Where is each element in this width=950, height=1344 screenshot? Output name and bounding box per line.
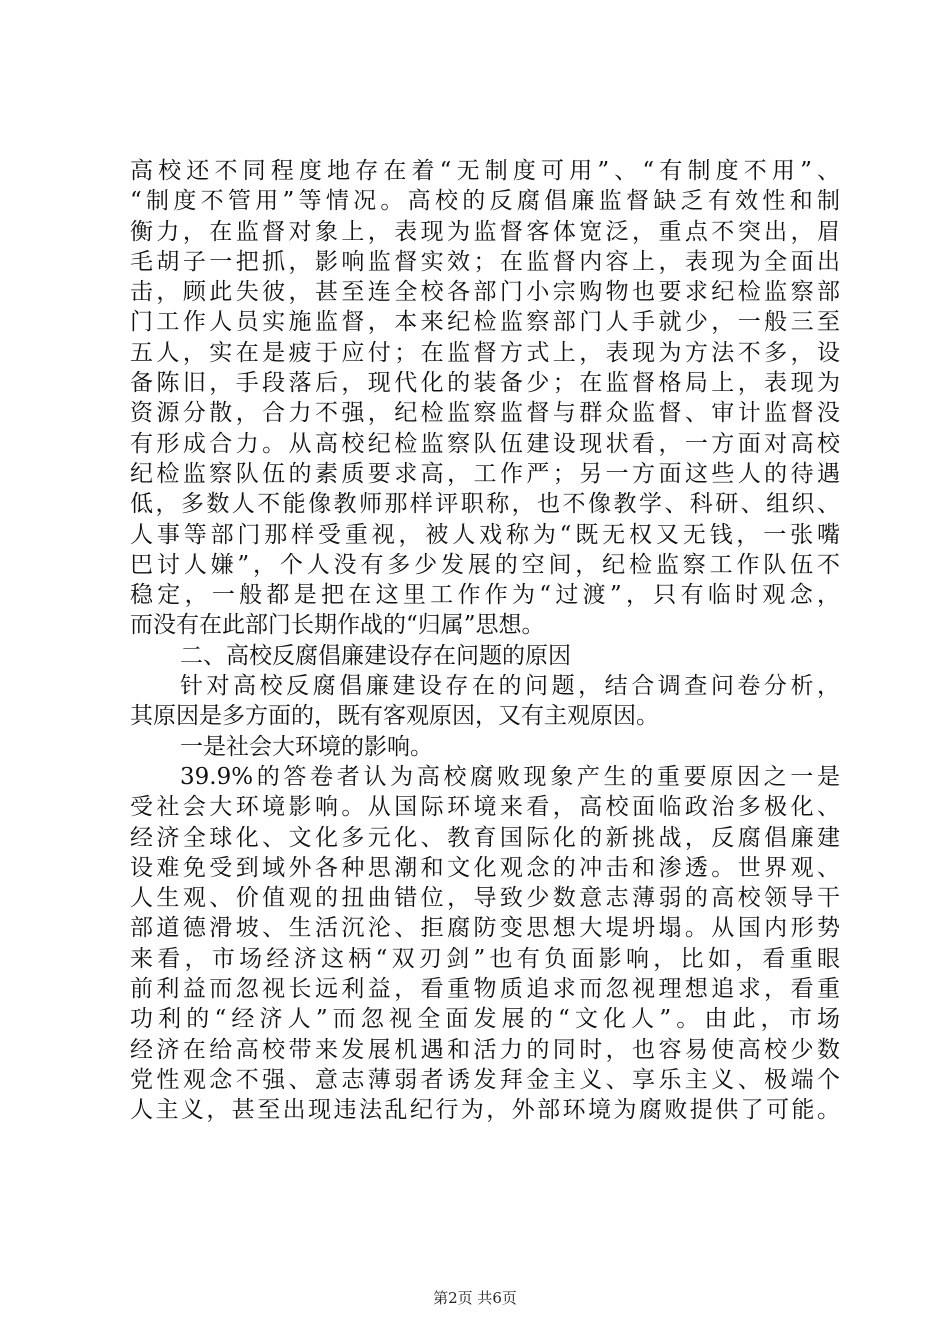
text-line: 击，顾此失彼，甚至连全校各部门小宗购物也要求纪检监察部 [130,279,840,306]
section-heading: 二、高校反腐倡廉建设存在问题的原因 [180,642,571,669]
text-line: “制度不管用”等情况。高校的反腐倡廉监督缺乏有效性和制 [130,188,840,215]
text-line: 人生观、价值观的扭曲错位，导致少数意志薄弱的高校领导干 [130,885,840,912]
text-line: 有形成合力。从高校纪检监察队伍建设现状看，一方面对高校 [130,430,840,457]
text-line: 稳定，一般都是把在这里工作作为“过渡”，只有临时观念， [130,582,840,609]
page-number: 第2页 共6页 [433,1289,517,1307]
text-line: 资源分散，合力不强，纪检监察监督与群众监督、审计监督没 [130,400,840,427]
text-line: 39.9%的答卷者认为高校腐败现象产生的重要原因之一是 [180,763,840,790]
text-line: 巴讨人嫌”，个人没有多少发展的空间，纪检监察工作队伍不 [130,551,840,578]
text-line: 部道德滑坡、生活沉沦、拒腐防变思想大堤坍塌。从国内形势 [130,915,840,942]
text-line: 经济全球化、文化多元化、教育国际化的新挑战，反腐倡廉建 [130,824,840,851]
subsection-heading: 一是社会大环境的影响。 [180,733,433,760]
body-text [130,156,840,1126]
text-line: 经济在给高校带来发展机遇和活力的同时，也容易使高校少数 [130,1036,840,1063]
text-line: 而没有在此部门长期作战的“归属”思想。 [130,612,545,639]
text-line: 针对高校反腐倡廉建设存在的问题，结合调查问卷分析， [180,673,840,700]
text-line: 高校还不同程度地存在着“无制度可用”、“有制度不用”、 [130,158,840,184]
text-line: 衡力，在监督对象上，表现为监督客体宽泛，重点不突出，眉 [130,218,840,245]
text-line: 前利益而忽视长远利益，看重物质追求而忽视理想追求，看重 [130,976,840,1003]
text-line: 设难免受到域外各种思潮和文化观念的冲击和渗透。世界观、 [130,854,840,881]
text-line: 纪检监察队伍的素质要求高，工作严；另一方面这些人的待遇 [130,460,840,487]
page-footer [0,1288,950,1308]
text-line: 毛胡子一把抓，影响监督实效；在监督内容上，表现为全面出 [130,248,840,275]
text-line: 来看，市场经济这柄“双刃剑”也有负面影响，比如，看重眼 [130,945,840,972]
text-line: 人事等部门那样受重视，被人戏称为“既无权又无钱，一张嘴 [130,521,840,548]
text-line: 受社会大环境影响。从国际环境来看，高校面临政治多极化、 [130,794,840,821]
text-line: 人主义，甚至出现违法乱纪行为，外部环境为腐败提供了可能。 [130,1097,840,1124]
text-line: 党性观念不强、意志薄弱者诱发拜金主义、享乐主义、极端个 [130,1066,840,1093]
text-line: 门工作人员实施监督，本来纪检监察部门人手就少，一般三至 [130,309,840,336]
text-line: 低，多数人不能像教师那样评职称，也不像教学、科研、组织、 [130,491,840,518]
text-line: 其原因是多方面的，既有客观原因，又有主观原因。 [130,703,659,730]
text-line: 五人，实在是疲于应付；在监督方式上，表现为方法不多，设 [130,339,840,366]
text-line: 备陈旧，手段落后，现代化的装备少；在监督格局上，表现为 [130,370,840,397]
text-line: 功利的“经济人”而忽视全面发展的“文化人”。由此，市场 [130,1006,840,1033]
